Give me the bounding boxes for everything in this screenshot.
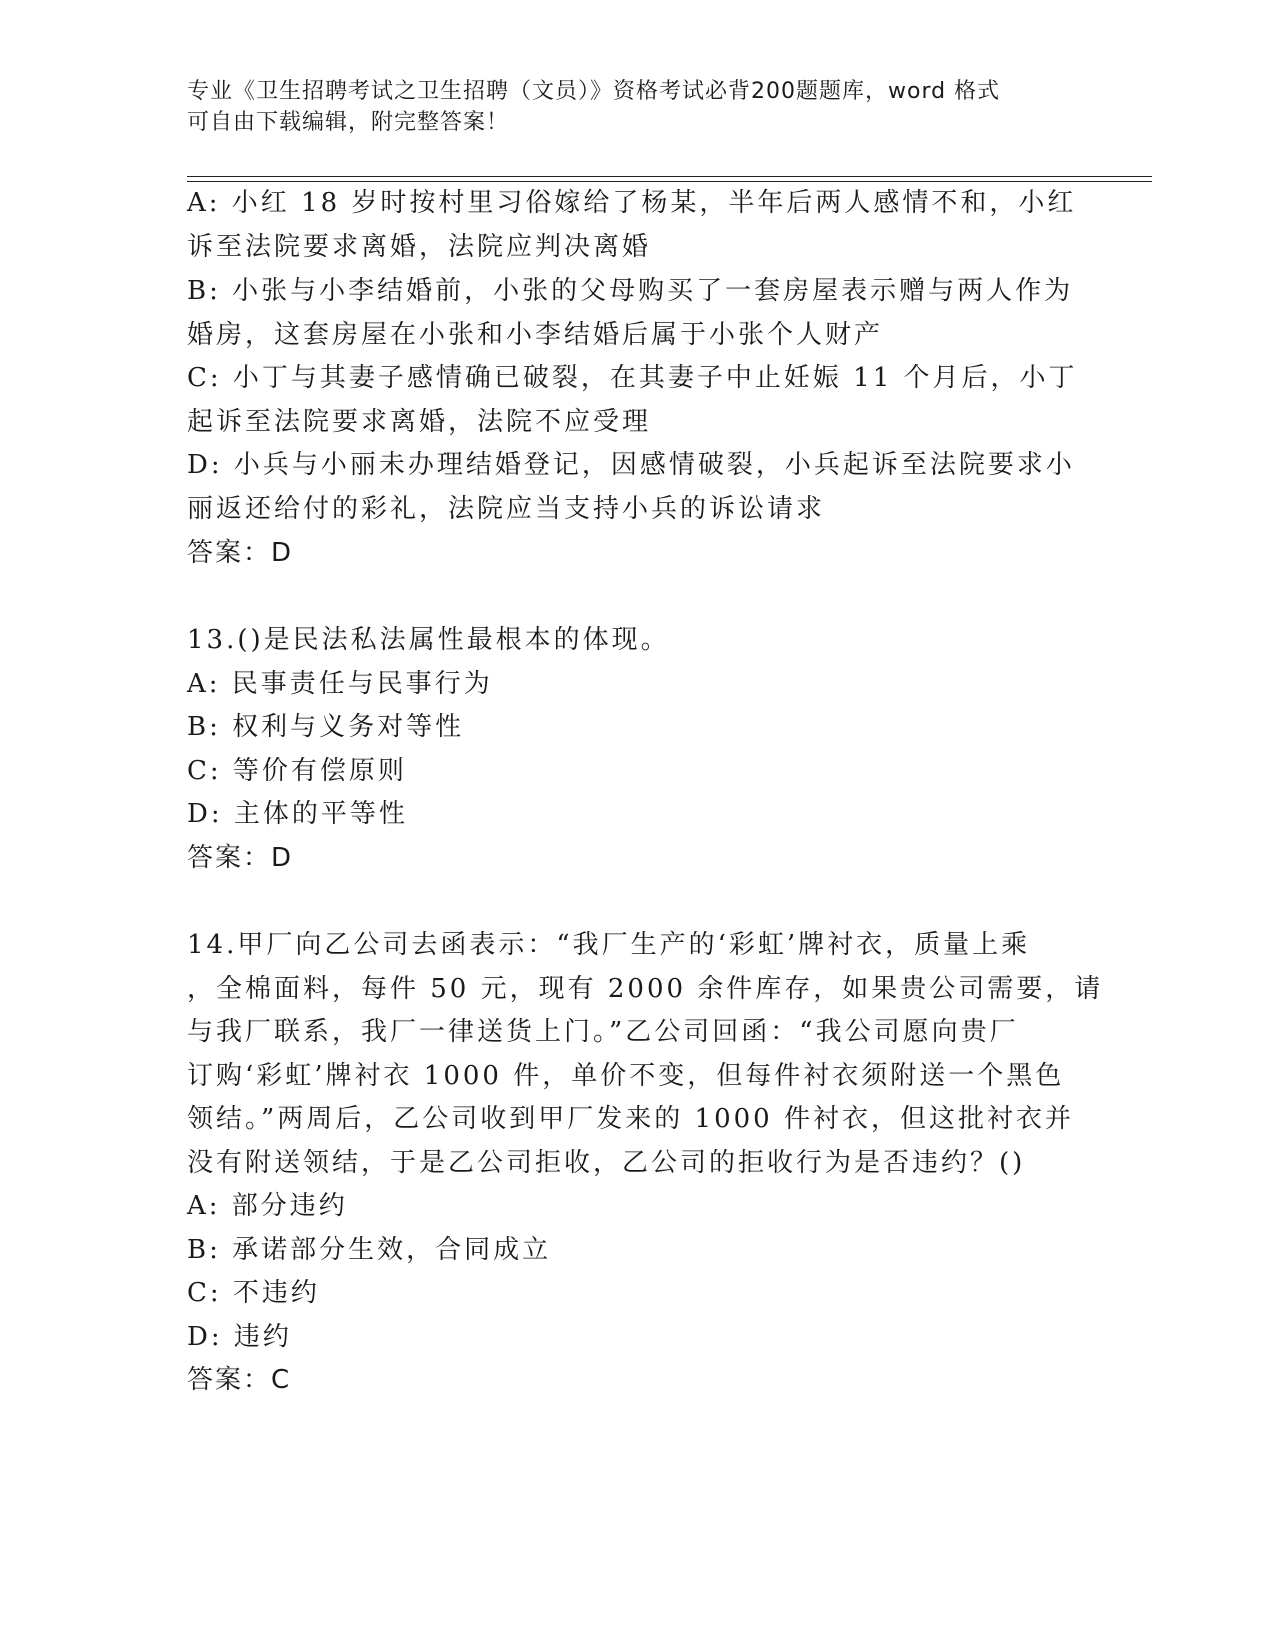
q13-option-c: C: 等价有偿原则: [187, 756, 407, 786]
document-header: [187, 76, 1067, 138]
q14-answer: 答案：C: [187, 1365, 292, 1395]
q12-option-b-line2: 婚房，这套房屋在小张和小李结婚后属于小张个人财产: [187, 320, 884, 350]
q12-option-d-line1: D: 小兵与小丽未办理结婚登记，因感情破裂，小兵起诉至法院要求小: [187, 450, 1075, 480]
q12-option-a-line2: 诉至法院要求离婚，法院应判决离婚: [187, 232, 652, 262]
header-title-line1: 专业《卫生招聘考试之卫生招聘（文员）》资格考试必背200题题库，word 格式: [187, 79, 1001, 104]
q14-option-c: C: 不违约: [187, 1278, 320, 1308]
q12-option-c-line1: C: 小丁与其妻子感情确已破裂，在其妻子中止妊娠 11 个月后，小丁: [187, 363, 1078, 393]
q12-option-a-line1: A: 小红 18 岁时按村里习俗嫁给了杨某，半年后两人感情不和，小红: [187, 188, 1077, 218]
q14-question-line3: 与我厂联系，我厂一律送货上门。”乙公司回函：“我公司愿向贵厂: [187, 1017, 1019, 1047]
q14-option-d: D: 违约: [187, 1322, 292, 1352]
q12-option-d-line2: 丽返还给付的彩礼，法院应当支持小兵的诉讼请求: [187, 494, 826, 524]
q14-option-a: A: 部分违约: [187, 1191, 348, 1221]
q13-option-d: D: 主体的平等性: [187, 799, 408, 829]
header-title-line2: 可自由下载编辑，附完整答案！: [187, 110, 510, 135]
q13-answer: 答案：D: [187, 843, 294, 873]
header-divider-top: [187, 176, 1152, 177]
q13-option-b: B: 权利与义务对等性: [187, 712, 465, 742]
q14-question-line6: 没有附送领结，于是乙公司拒收，乙公司的拒收行为是否违约？(): [187, 1148, 1026, 1178]
q14-question-line4: 订购‘彩虹’牌衬衣 1000 件，单价不变，但每件衬衣须附送一个黑色: [187, 1061, 1065, 1091]
q12-option-b-line1: B: 小张与小李结婚前，小张的父母购买了一套房屋表示赠与两人作为: [187, 276, 1074, 306]
header-divider-bottom: [187, 181, 1152, 182]
q14-question-line5: 领结。”两周后，乙公司收到甲厂发来的 1000 件衬衣，但这批衬衣并: [187, 1104, 1074, 1134]
q14-option-b: B: 承诺部分生效，合同成立: [187, 1235, 552, 1265]
q12-option-c-line2: 起诉至法院要求离婚，法院不应受理: [187, 407, 652, 437]
q13-option-a: A: 民事责任与民事行为: [187, 669, 493, 699]
q14-question-line1: 14.甲厂向乙公司去函表示：“我厂生产的‘彩虹’牌衬衣，质量上乘: [187, 930, 1031, 960]
q12-answer: 答案：D: [187, 538, 294, 568]
q13-question: 13.()是民法私法属性最根本的体现。: [187, 625, 670, 655]
q14-question-line2: ，全棉面料，每件 50 元，现有 2000 余件库存，如果贵公司需要，请: [187, 974, 1104, 1004]
